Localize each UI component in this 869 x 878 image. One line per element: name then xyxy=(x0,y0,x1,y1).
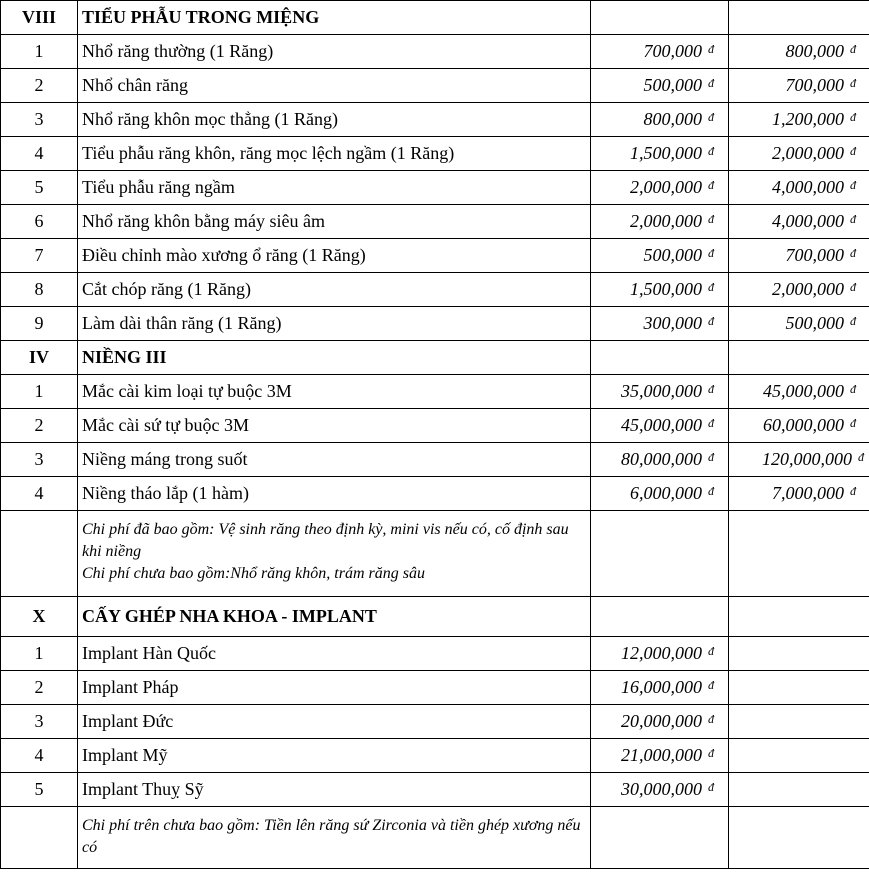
price-max: 800,000 $^đ$ xyxy=(729,35,869,69)
price-min: 500,000 $^đ$ xyxy=(591,239,729,273)
price-min: 300,000 $^đ$ xyxy=(591,307,729,341)
price-min: 20,000,000 $^đ$ xyxy=(591,705,729,739)
table-row xyxy=(1,443,869,477)
table-row xyxy=(1,375,869,409)
price-min: 35,000,000 $^đ$ xyxy=(591,375,729,409)
item-number: 6 xyxy=(1,205,78,239)
table-row xyxy=(1,739,869,773)
section-title: NIỀNG III xyxy=(78,341,591,375)
table-row xyxy=(1,705,869,739)
price-max: 700,000 $^đ$ xyxy=(729,69,869,103)
item-number: 8 xyxy=(1,273,78,307)
section-title: CẤY GHÉP NHA KHOA - IMPLANT xyxy=(78,597,591,637)
item-number: 2 xyxy=(1,69,78,103)
price-max: 7,000,000 $^đ$ xyxy=(729,477,869,511)
table-row xyxy=(1,205,869,239)
price-min: 800,000 $^đ$ xyxy=(591,103,729,137)
price-max: 60,000,000 $^đ$ xyxy=(729,409,869,443)
item-number: 3 xyxy=(1,443,78,477)
item-number: 4 xyxy=(1,477,78,511)
note-row xyxy=(1,807,869,869)
price-max: 4,000,000 $^đ$ xyxy=(729,171,869,205)
price-min: 16,000,000 $^đ$ xyxy=(591,671,729,705)
price-min: 500,000 $^đ$ xyxy=(591,69,729,103)
price-max: 1,200,000 $^đ$ xyxy=(729,103,869,137)
item-name: Nhổ răng thường (1 Răng) xyxy=(78,35,591,69)
item-name: Điều chỉnh mào xương ổ răng (1 Răng) xyxy=(78,239,591,273)
item-number: 9 xyxy=(1,307,78,341)
item-name: Nhổ răng khôn mọc thẳng (1 Răng) xyxy=(78,103,591,137)
item-number: 1 xyxy=(1,637,78,671)
item-name: Implant Pháp xyxy=(78,671,591,705)
item-name: Tiểu phẫu răng ngầm xyxy=(78,171,591,205)
note-line: Chi phí đã bao gồm: Vệ sinh răng theo định kỳ, mini vis nếu có, cố định sau khi niềng xyxy=(82,521,569,560)
table-row xyxy=(1,35,869,69)
item-name: Làm dài thân răng (1 Răng) xyxy=(78,307,591,341)
item-name: Implant Thuỵ Sỹ xyxy=(78,773,591,807)
price-min: 45,000,000 $^đ$ xyxy=(591,409,729,443)
note-line: Chi phí trên chưa bao gồm: Tiền lên răng sứ Zirconia và tiền ghép xương nếu có xyxy=(82,817,581,856)
price-min: 6,000,000 $^đ$ xyxy=(591,477,729,511)
item-name: Mắc cài sứ tự buộc 3M xyxy=(78,409,591,443)
price-min: 30,000,000 $^đ$ xyxy=(591,773,729,807)
section-title: TIỂU PHẪU TRONG MIỆNG xyxy=(78,1,591,35)
price-min: 1,500,000 $^đ$ xyxy=(591,137,729,171)
item-name: Niềng máng trong suốt xyxy=(78,443,591,477)
price-max: 2,000,000 $^đ$ xyxy=(729,137,869,171)
table-row xyxy=(1,671,869,705)
item-name: Implant Hàn Quốc xyxy=(78,637,591,671)
note-line: Chi phí chưa bao gồm:Nhổ răng khôn, trám răng sâu xyxy=(82,565,425,582)
item-name: Nhổ răng khôn bằng máy siêu âm xyxy=(78,205,591,239)
price-max: 700,000 $^đ$ xyxy=(729,239,869,273)
item-number: 5 xyxy=(1,773,78,807)
table-row xyxy=(1,137,869,171)
note-row xyxy=(1,511,869,597)
price-min: 21,000,000 $^đ$ xyxy=(591,739,729,773)
table-row xyxy=(1,477,869,511)
table-row xyxy=(1,69,869,103)
cost-note xyxy=(78,511,591,597)
price-min: 700,000 $^đ$ xyxy=(591,35,729,69)
section-header-row xyxy=(1,1,869,35)
table-row xyxy=(1,409,869,443)
table-row xyxy=(1,773,869,807)
section-number: IV xyxy=(1,341,78,375)
item-name: Mắc cài kim loại tự buộc 3M xyxy=(78,375,591,409)
price-min: 1,500,000 $^đ$ xyxy=(591,273,729,307)
table-row xyxy=(1,103,869,137)
table-row xyxy=(1,273,869,307)
price-min: 2,000,000 $^đ$ xyxy=(591,171,729,205)
item-name: Niềng tháo lắp (1 hàm) xyxy=(78,477,591,511)
price-max: 4,000,000 $^đ$ xyxy=(729,205,869,239)
item-name: Tiểu phẫu răng khôn, răng mọc lệch ngầm (1 Răng) xyxy=(78,137,591,171)
item-number: 3 xyxy=(1,103,78,137)
price-min: 2,000,000 $^đ$ xyxy=(591,205,729,239)
section-number: X xyxy=(1,597,78,637)
table-row xyxy=(1,307,869,341)
price-max: 2,000,000 $^đ$ xyxy=(729,273,869,307)
section-header-row xyxy=(1,341,869,375)
item-number: 3 xyxy=(1,705,78,739)
cost-note xyxy=(78,807,591,869)
price-max: 120,000,000 $^đ$ xyxy=(729,443,869,477)
item-name: Implant Mỹ xyxy=(78,739,591,773)
item-number: 2 xyxy=(1,409,78,443)
price-max: 500,000 $^đ$ xyxy=(729,307,869,341)
price-min: 12,000,000 $^đ$ xyxy=(591,637,729,671)
section-header-row xyxy=(1,597,869,637)
item-number: 1 xyxy=(1,375,78,409)
table-row xyxy=(1,171,869,205)
item-number: 7 xyxy=(1,239,78,273)
item-name: Cắt chóp răng (1 Răng) xyxy=(78,273,591,307)
item-number: 1 xyxy=(1,35,78,69)
item-number: 2 xyxy=(1,671,78,705)
item-name: Nhổ chân răng xyxy=(78,69,591,103)
item-number: 4 xyxy=(1,137,78,171)
section-number: VIII xyxy=(1,1,78,35)
item-number: 5 xyxy=(1,171,78,205)
table-row xyxy=(1,239,869,273)
table-row xyxy=(1,637,869,671)
item-name: Implant Đức xyxy=(78,705,591,739)
item-number: 4 xyxy=(1,739,78,773)
price-min: 80,000,000 $^đ$ xyxy=(591,443,729,477)
price-max: 45,000,000 $^đ$ xyxy=(729,375,869,409)
